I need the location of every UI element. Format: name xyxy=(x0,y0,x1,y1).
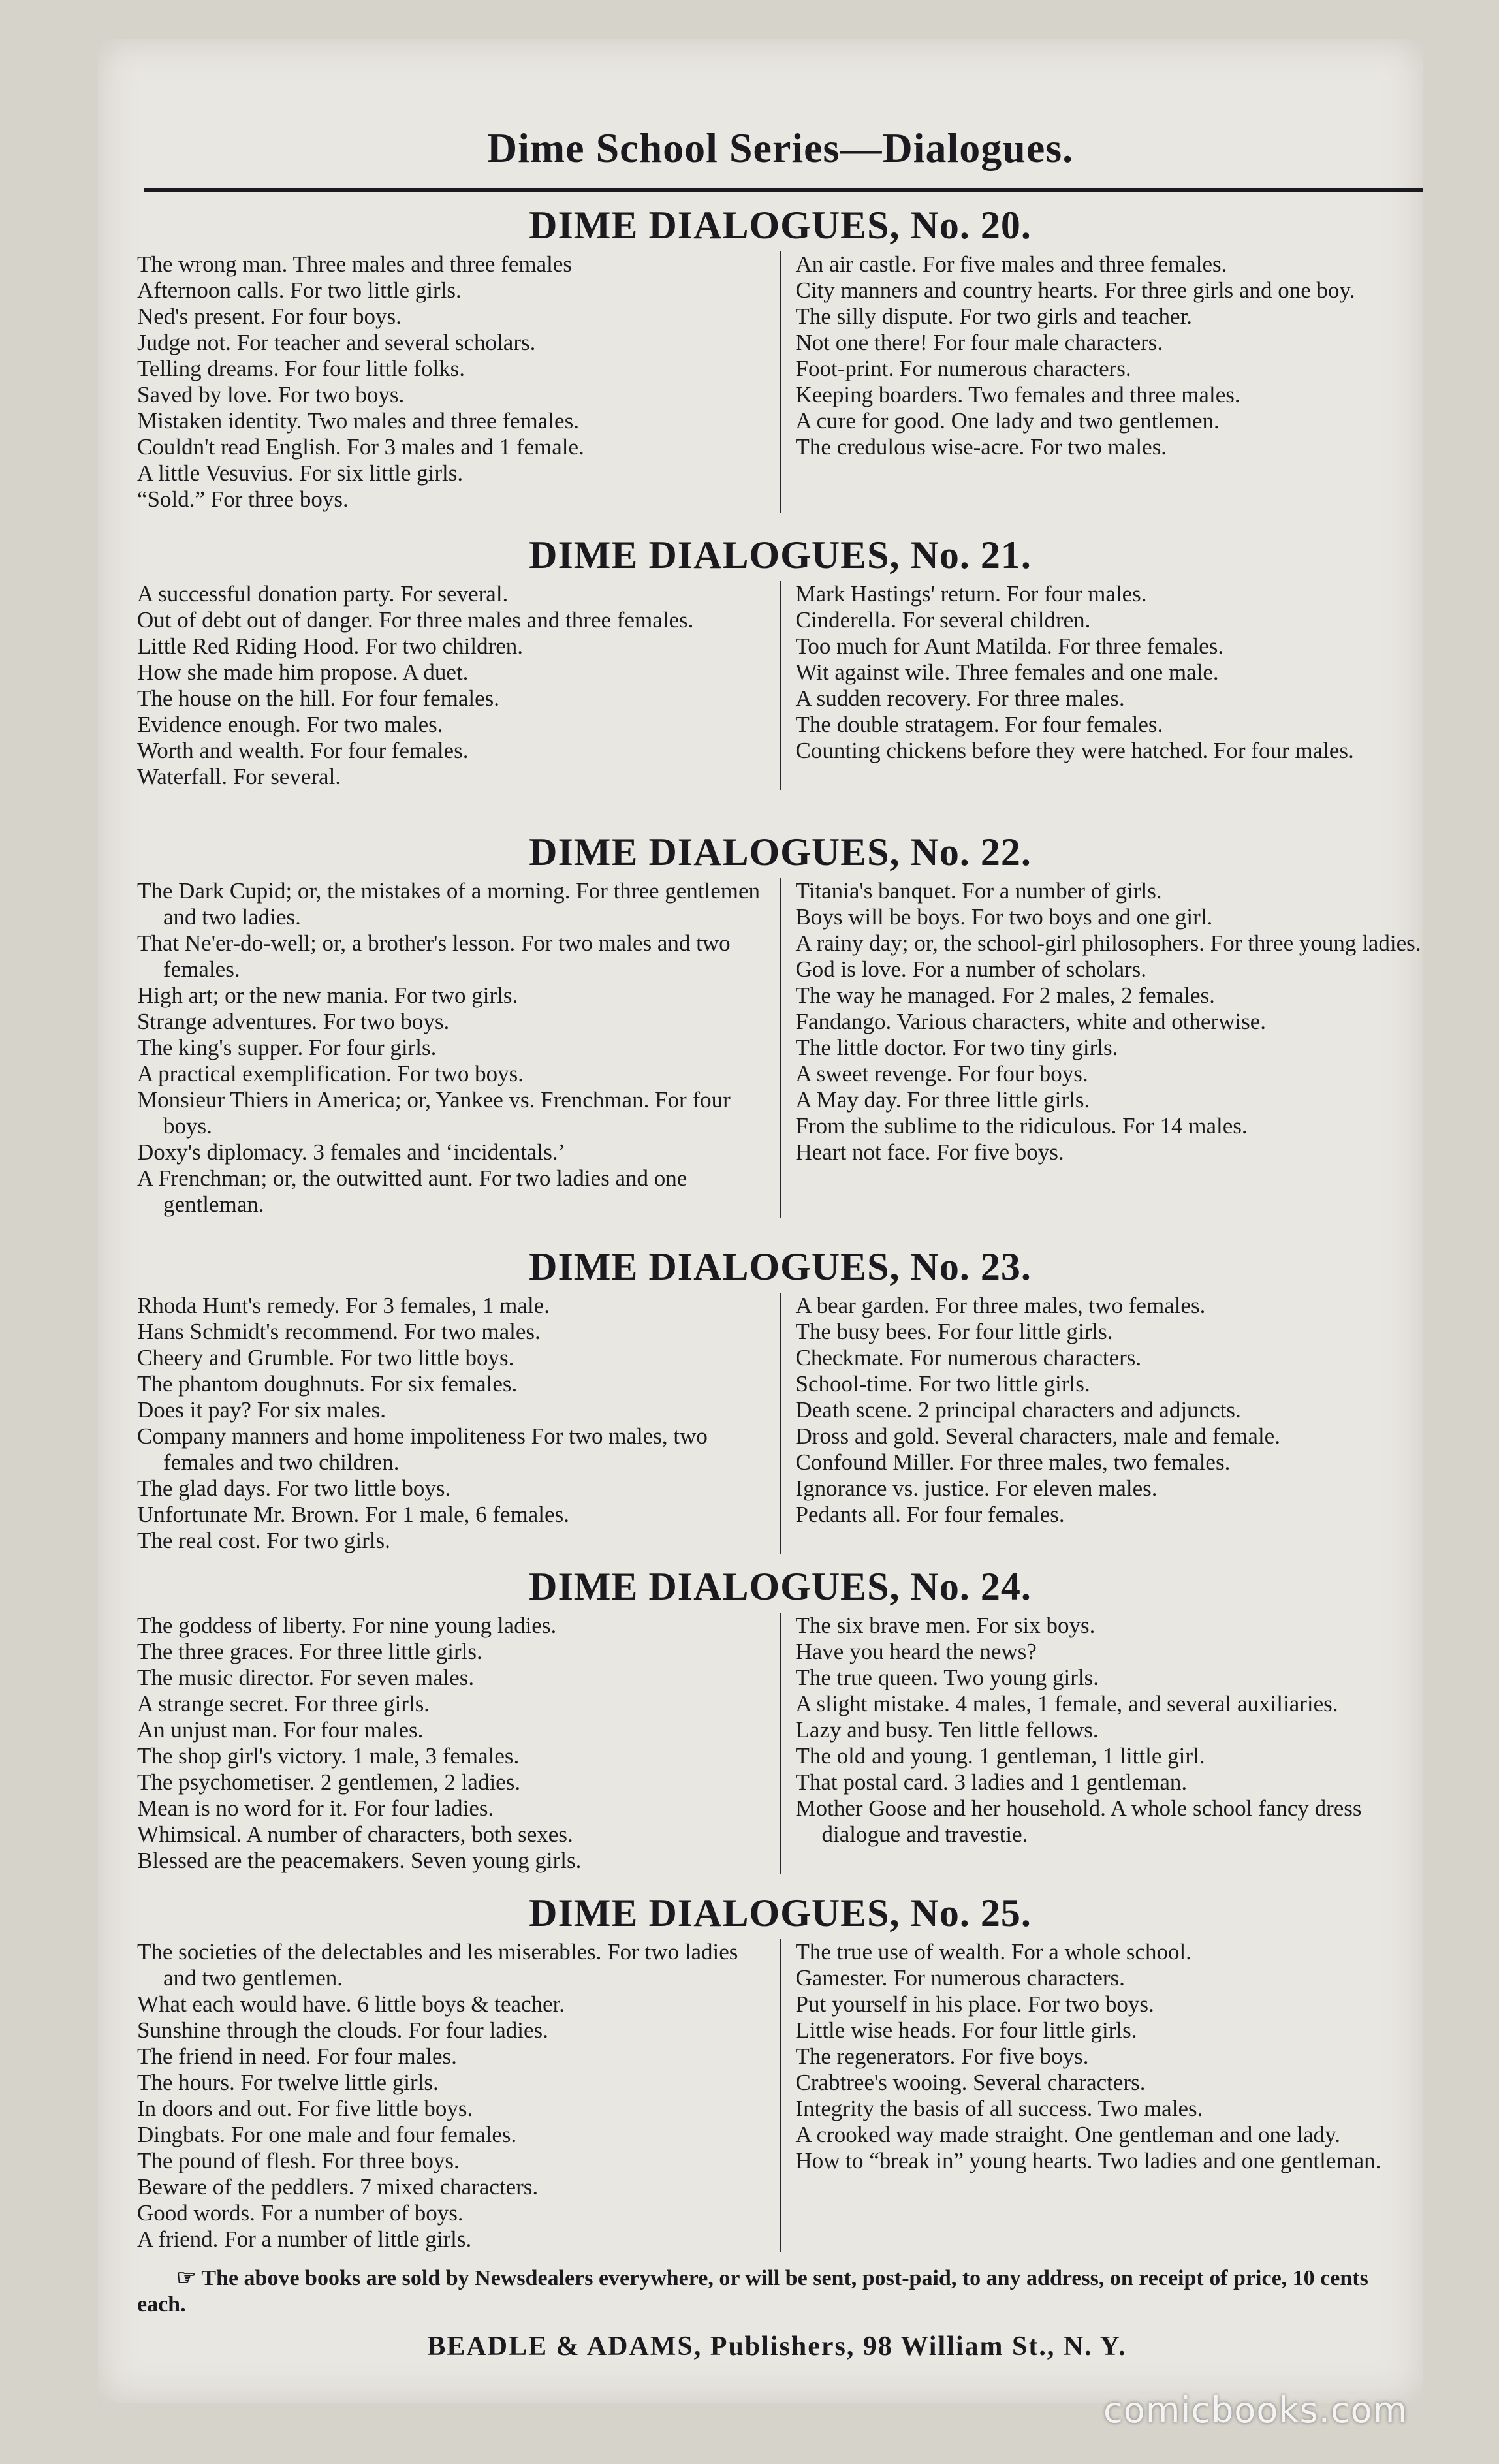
dialogue-entry: Fandango. Various characters, white and otherwise. xyxy=(795,1009,1267,1034)
dialogue-entry: The societies of the delectables and les miserables. For two ladies and two gentlemen. xyxy=(137,1939,738,1991)
dialogue-entry: Little wise heads. For four little girls. xyxy=(795,2017,1137,2043)
two-column-list xyxy=(137,581,1423,790)
dialogue-entry: The king's supper. For four girls. xyxy=(137,1035,437,1060)
dialogue-entry: Cheery and Grumble. For two little boys. xyxy=(137,1345,514,1370)
dialogue-entry: A Frenchman; or, the outwitted aunt. For two ladies and one gentleman. xyxy=(137,1165,687,1217)
dialogue-entry: Saved by love. For two boys. xyxy=(137,382,405,407)
dialogue-entry: Judge not. For teacher and several scholars. xyxy=(137,330,536,355)
dialogue-entry: Evidence enough. For two males. xyxy=(137,712,443,737)
dialogue-entry: The hours. For twelve little girls. xyxy=(137,2070,439,2095)
dialogue-entry: A cure for good. One lady and two gentlemen. xyxy=(795,408,1220,434)
dialogue-entry: An unjust man. For four males. xyxy=(137,1717,424,1743)
dialogue-entry: The silly dispute. For two girls and teacher. xyxy=(795,304,1193,329)
dialogue-entry: High art; or the new mania. For two girls. xyxy=(137,983,518,1008)
dialogue-entry: A strange secret. For three girls. xyxy=(137,1691,430,1716)
section-dialogues-22 xyxy=(137,826,1423,1218)
left-column xyxy=(137,581,780,790)
section-title: DIME DIALOGUES, No. 21. xyxy=(529,533,1032,577)
dialogue-entry: Beware of the peddlers. 7 mixed characters. xyxy=(137,2174,539,2200)
dialogue-entry: The double stratagem. For four females. xyxy=(795,712,1163,737)
dialogue-entry: Strange adventures. For two boys. xyxy=(137,1009,450,1034)
dialogue-entry: Gamester. For numerous characters. xyxy=(795,1965,1125,1991)
dialogue-entry: A successful donation party. For several. xyxy=(137,581,509,607)
dialogue-entry: Crabtree's wooing. Several characters. xyxy=(795,2070,1146,2095)
section-dialogues-21 xyxy=(137,529,1423,790)
dialogue-entry: Death scene. 2 principal characters and adjuncts. xyxy=(795,1397,1241,1423)
right-column xyxy=(781,878,1424,1218)
left-column xyxy=(137,1293,780,1554)
dialogue-entry: Mark Hastings' return. For four males. xyxy=(795,581,1147,607)
section-title: DIME DIALOGUES, No. 22. xyxy=(529,830,1032,874)
dialogue-entry: Out of debt out of danger. For three males and three females. xyxy=(137,607,694,633)
dialogue-entry: Checkmate. For numerous characters. xyxy=(795,1345,1142,1370)
dialogue-entry: A sudden recovery. For three males. xyxy=(795,686,1125,711)
dialogue-entry: Foot-print. For numerous characters. xyxy=(795,356,1131,381)
left-column xyxy=(137,1939,780,2252)
dialogue-entry: Little Red Riding Hood. For two children. xyxy=(137,633,524,659)
dialogue-entry: Monsieur Thiers in America; or, Yankee vs. Frenchman. For four boys. xyxy=(137,1087,731,1139)
dialogue-entry: How to “break in” young hearts. Two ladies and one gentleman. xyxy=(795,2148,1381,2173)
dialogue-entry: Too much for Aunt Matilda. For three females. xyxy=(795,633,1224,659)
dialogue-entry: A May day. For three little girls. xyxy=(795,1087,1090,1113)
section-dialogues-24 xyxy=(137,1560,1423,1874)
dialogue-entry: A friend. For a number of little girls. xyxy=(137,2226,472,2252)
dialogue-entry: The busy bees. For four little girls. xyxy=(795,1319,1113,1344)
dialogue-entry: The old and young. 1 gentleman, 1 little girl. xyxy=(795,1743,1205,1769)
dialogue-entry: An air castle. For five males and three females. xyxy=(795,251,1227,277)
dialogue-entry: The music director. For seven males. xyxy=(137,1665,475,1690)
right-column xyxy=(781,1613,1424,1874)
dialogue-entry: The way he managed. For 2 males, 2 females. xyxy=(795,983,1215,1008)
dialogue-entry: What each would have. 6 little boys & teacher. xyxy=(137,1991,565,2017)
dialogue-entry: The house on the hill. For four females. xyxy=(137,686,500,711)
section-title: DIME DIALOGUES, No. 20. xyxy=(529,204,1032,247)
dialogue-entry: The phantom doughnuts. For six females. xyxy=(137,1371,518,1397)
footer-note: ☞ The above books are sold by Newsdealers everywhere, or will be sent, post-paid, to any address, on receipt of price, 10 cents each. xyxy=(137,2266,1368,2316)
dialogue-entry: Confound Miller. For three males, two females. xyxy=(795,1449,1231,1475)
dialogue-entry: The psychometiser. 2 gentlemen, 2 ladies. xyxy=(137,1769,521,1795)
dialogue-entry: Put yourself in his place. For two boys. xyxy=(795,1991,1154,2017)
dialogue-entry: A crooked way made straight. One gentleman and one lady. xyxy=(795,2122,1341,2147)
running-head: Dime School Series—Dialogues. xyxy=(486,125,1074,171)
dialogue-entry: Boys will be boys. For two boys and one girl. xyxy=(795,904,1213,930)
section-dialogues-25 xyxy=(137,1887,1423,2252)
dialogue-entry: The goddess of liberty. For nine young ladies. xyxy=(137,1613,557,1638)
dialogue-entry: The three graces. For three little girls. xyxy=(137,1639,482,1664)
dialogue-entry: In doors and out. For five little boys. xyxy=(137,2096,473,2121)
dialogue-entry: That Ne'er-do-well; or, a brother's lesson. For two males and two females. xyxy=(137,930,731,982)
two-column-list xyxy=(137,1939,1423,2252)
dialogue-entry: The real cost. For two girls. xyxy=(137,1528,390,1553)
watermark: comicbooks.com xyxy=(1103,2390,1408,2431)
dialogue-entry: Sunshine through the clouds. For four ladies. xyxy=(137,2017,548,2043)
dialogue-entry: A bear garden. For three males, two females. xyxy=(795,1293,1206,1318)
dialogue-entry: A practical exemplification. For two boys. xyxy=(137,1061,524,1086)
dialogue-entry: Have you heard the news? xyxy=(795,1639,1037,1664)
dialogue-entry: The shop girl's victory. 1 male, 3 females. xyxy=(137,1743,520,1769)
dialogue-entry: The true use of wealth. For a whole school. xyxy=(795,1939,1192,1965)
right-column xyxy=(781,1293,1424,1554)
dialogue-entry: Mistaken identity. Two males and three females. xyxy=(137,408,579,434)
left-column xyxy=(137,878,780,1218)
dialogue-entry: Integrity the basis of all success. Two males. xyxy=(795,2096,1203,2121)
dialogue-entry: Couldn't read English. For 3 males and 1 female. xyxy=(137,434,584,460)
section-title: DIME DIALOGUES, No. 25. xyxy=(529,1891,1032,1935)
two-column-list xyxy=(137,878,1423,1218)
dialogue-entry: Blessed are the peacemakers. Seven young girls. xyxy=(137,1848,582,1873)
dialogue-entry: The pound of flesh. For three boys. xyxy=(137,2148,460,2173)
dialogue-entry: City manners and country hearts. For three girls and one boy. xyxy=(795,277,1355,303)
dialogue-entry: “Sold.” For three boys. xyxy=(137,486,349,512)
section-dialogues-20 xyxy=(137,199,1423,513)
dialogue-entry: The credulous wise-acre. For two males. xyxy=(795,434,1167,460)
dialogue-entry: The friend in need. For four males. xyxy=(137,2044,457,2069)
dialogue-entry: A little Vesuvius. For six little girls. xyxy=(137,460,464,486)
dialogue-entry: Waterfall. For several. xyxy=(137,764,341,789)
section-title: DIME DIALOGUES, No. 24. xyxy=(529,1565,1032,1608)
dialogue-entry: The regenerators. For five boys. xyxy=(795,2044,1089,2069)
dialogue-entry: School-time. For two little girls. xyxy=(795,1371,1090,1397)
two-column-list xyxy=(137,1613,1423,1874)
dialogue-entry: Mother Goose and her household. A whole school fancy dress dialogue and travestie. xyxy=(795,1795,1362,1847)
dialogue-entry: Worth and wealth. For four females. xyxy=(137,738,469,763)
section-dialogues-23 xyxy=(137,1240,1423,1554)
dialogue-entry: The true queen. Two young girls. xyxy=(795,1665,1099,1690)
dialogue-entry: Ned's present. For four boys. xyxy=(137,304,402,329)
dialogue-entry: Telling dreams. For four little folks. xyxy=(137,356,465,381)
right-column xyxy=(781,1939,1424,2252)
left-column xyxy=(137,251,780,513)
dialogue-entry: Good words. For a number of boys. xyxy=(137,2200,464,2226)
dialogue-entry: Counting chickens before they were hatched. For four males. xyxy=(795,738,1354,763)
dialogue-entry: Cinderella. For several children. xyxy=(795,607,1091,633)
dialogue-entry: The Dark Cupid; or, the mistakes of a morning. For three gentlemen and two ladies. xyxy=(137,878,761,930)
dialogue-entry: From the sublime to the ridiculous. For 14 males. xyxy=(795,1113,1248,1139)
dialogue-entry: A slight mistake. 4 males, 1 female, and several auxiliaries. xyxy=(795,1691,1338,1716)
dialogue-entry: Wit against wile. Three females and one male. xyxy=(795,659,1219,685)
right-column xyxy=(781,251,1424,513)
publisher-imprint: BEADLE & ADAMS, Publishers, 98 William St., N. Y. xyxy=(427,2331,1127,2361)
dialogue-entry: How she made him propose. A duet. xyxy=(137,659,469,685)
dialogue-entry: Not one there! For four male characters. xyxy=(795,330,1163,355)
dialogue-entry: Company manners and home impoliteness For two males, two females and two children. xyxy=(137,1423,708,1475)
dialogue-entry: Unfortunate Mr. Brown. For 1 male, 6 females. xyxy=(137,1502,569,1527)
dialogue-entry: Keeping boarders. Two females and three males. xyxy=(795,382,1240,407)
dialogue-entry: The glad days. For two little boys. xyxy=(137,1476,451,1501)
dialogue-entry: Dross and gold. Several characters, male and female. xyxy=(795,1423,1280,1449)
dialogue-entry: Afternoon calls. For two little girls. xyxy=(137,277,462,303)
two-column-list xyxy=(137,1293,1423,1554)
dialogue-entry: Heart not face. For five boys. xyxy=(795,1139,1064,1165)
two-column-list xyxy=(137,251,1423,513)
dialogue-entry: Hans Schmidt's recommend. For two males. xyxy=(137,1319,541,1344)
dialogue-entry: Doxy's diplomacy. 3 females and ‘incidentals.’ xyxy=(137,1139,566,1165)
dialogue-entry: Whimsical. A number of characters, both sexes. xyxy=(137,1822,573,1847)
dialogue-entry: A rainy day; or, the school-girl philosophers. For three young ladies. xyxy=(795,930,1421,956)
dialogue-entry: The little doctor. For two tiny girls. xyxy=(795,1035,1118,1060)
dialogue-entry: That postal card. 3 ladies and 1 gentleman. xyxy=(795,1769,1188,1795)
dialogue-entry: Ignorance vs. justice. For eleven males. xyxy=(795,1476,1158,1501)
dialogue-entry: Pedants all. For four females. xyxy=(795,1502,1065,1527)
dialogue-entry: Titania's banquet. For a number of girls. xyxy=(795,878,1162,904)
section-title: DIME DIALOGUES, No. 23. xyxy=(529,1245,1032,1288)
dialogue-entry: The wrong man. Three males and three females xyxy=(137,251,573,277)
dialogue-entry: Rhoda Hunt's remedy. For 3 females, 1 male. xyxy=(137,1293,550,1318)
dialogue-entry: God is love. For a number of scholars. xyxy=(795,956,1147,982)
left-column xyxy=(137,1613,780,1874)
dialogue-entry: Mean is no word for it. For four ladies. xyxy=(137,1795,494,1821)
dialogue-entry: A sweet revenge. For four boys. xyxy=(795,1061,1088,1086)
header-rule xyxy=(144,188,1423,192)
dialogue-entry: Does it pay? For six males. xyxy=(137,1397,387,1423)
dialogue-entry: Dingbats. For one male and four females. xyxy=(137,2122,517,2147)
dialogue-entry: Lazy and busy. Ten little fellows. xyxy=(795,1717,1099,1743)
right-column xyxy=(781,581,1424,790)
dialogue-entry: The six brave men. For six boys. xyxy=(795,1613,1096,1638)
